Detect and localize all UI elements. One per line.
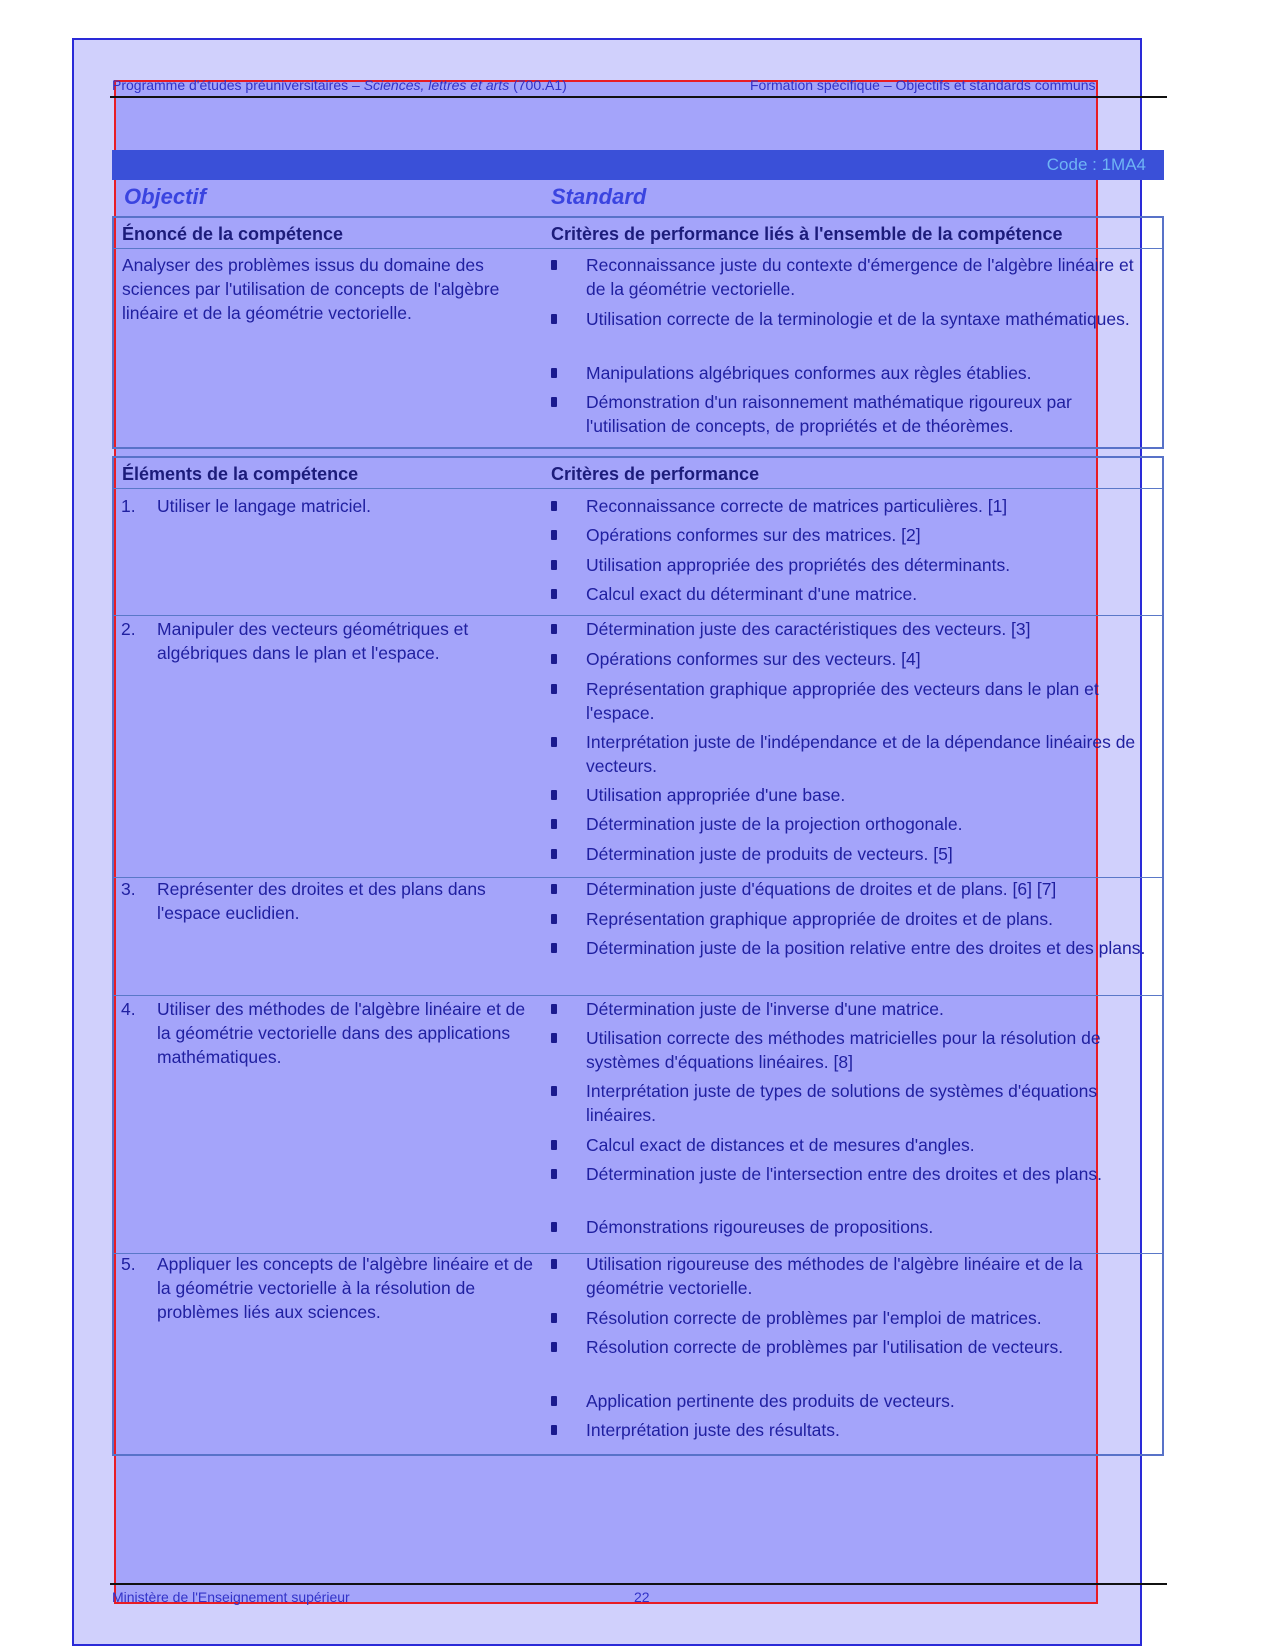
bullet-icon xyxy=(551,1033,557,1043)
code-bar xyxy=(112,150,1164,180)
bullet-icon xyxy=(551,1004,557,1014)
criterion-item: Détermination juste de l'inverse d'une matrice. xyxy=(586,999,944,1019)
criterion-item: Résolution correcte de problèmes par l'emploi de matrices. xyxy=(586,1308,1042,1328)
criterion-item: Interprétation juste de l'indépendance et de la dépendance linéaires de vecteurs. xyxy=(586,732,1136,776)
criterion-item: Calcul exact du déterminant d'une matrice. xyxy=(586,584,918,604)
bullet-icon xyxy=(551,1222,557,1232)
criterion-item: Détermination juste de la position relative entre des droites et des plans. xyxy=(586,938,1146,958)
criterion-item: Opérations conformes sur des vecteurs. [4] xyxy=(586,649,921,669)
page-number: 22 xyxy=(634,1589,650,1605)
header-program-code: (700.A1) xyxy=(509,77,567,93)
bullet-icon xyxy=(551,943,557,953)
row-separator xyxy=(114,995,1162,996)
criterion-item: Représentation graphique appropriée de droites et de plans. xyxy=(586,909,1053,929)
criterion-item: Détermination juste des caractéristiques des vecteurs. [3] xyxy=(586,619,1031,639)
header-right: Formation spécifique – Objectifs et standards communs xyxy=(750,77,1096,93)
criterion-item: Utilisation appropriée des propriétés des déterminants. xyxy=(586,555,1011,575)
element-text: Manipuler des vecteurs géométriques et algébriques dans le plan et l'espace. xyxy=(157,619,469,663)
bullet-icon xyxy=(551,737,557,747)
bullet-icon xyxy=(551,1425,557,1435)
bullet-icon xyxy=(551,1313,557,1323)
criterion-item: Utilisation rigoureuse des méthodes de l'algèbre linéaire et de la géométrie vectorielle. xyxy=(586,1254,1083,1298)
bullet-icon xyxy=(551,368,557,378)
element-text: Utiliser le langage matriciel. xyxy=(157,496,371,516)
element-text: Représenter des droites et des plans dans l'espace euclidien. xyxy=(157,879,486,923)
bullet-icon xyxy=(551,654,557,664)
criterion-item: Interprétation juste de types de solutions de systèmes d'équations linéaires. xyxy=(586,1081,1098,1125)
criterion-item: Manipulations algébriques conformes aux règles établies. xyxy=(586,363,1032,383)
bullet-icon xyxy=(551,501,557,511)
criterion-item: Démonstrations rigoureuses de propositions. xyxy=(586,1217,934,1237)
criterion-item: Détermination juste de produits de vecteurs. [5] xyxy=(586,844,953,864)
bullet-icon xyxy=(551,1086,557,1096)
bullet-icon xyxy=(551,397,557,407)
statement-header: Énoncé de la compétence xyxy=(122,224,344,244)
bullet-icon xyxy=(551,260,557,270)
element-number: 5. xyxy=(121,1254,136,1274)
global-criteria-header: Critères de performance liés à l'ensemble de la compétence xyxy=(551,224,1063,244)
bullet-icon xyxy=(551,1169,557,1179)
criterion-item: Utilisation correcte de la terminologie et de la syntaxe mathématiques. xyxy=(586,309,1130,329)
elements-header: Éléments de la compétence xyxy=(122,464,359,484)
criterion-item: Opérations conformes sur des matrices. [2] xyxy=(586,525,921,545)
bullet-icon xyxy=(551,1259,557,1269)
criteria-header: Critères de performance xyxy=(551,464,760,484)
footer-ministry: Ministère de l'Enseignement supérieur xyxy=(112,1589,350,1605)
element-text: Utiliser des méthodes de l'algèbre linéaire et de la géométrie vectorielle dans des applications mathématiques. xyxy=(157,999,526,1067)
element-text: Appliquer les concepts de l'algèbre linéaire et de la géométrie vectorielle à la résolution de problèmes liés aux sciences. xyxy=(157,1254,533,1322)
header-rule xyxy=(110,96,1167,98)
bullet-icon xyxy=(551,849,557,859)
element-number: 4. xyxy=(121,999,136,1019)
element-number: 2. xyxy=(121,619,136,639)
criterion-item: Détermination juste de la projection orthogonale. xyxy=(586,814,963,834)
standard-label: Standard xyxy=(551,184,647,209)
header-program-name: Sciences, lettres et arts xyxy=(363,77,510,93)
criterion-item: Utilisation appropriée d'une base. xyxy=(586,785,846,805)
bullet-icon xyxy=(551,914,557,924)
bullet-icon xyxy=(551,314,557,324)
objective-label: Objectif xyxy=(124,184,206,209)
criterion-item: Démonstration d'un raisonnement mathématique rigoureux par l'utilisation de concepts, de propriétés et de théorèmes. xyxy=(586,392,1072,436)
criterion-item: Reconnaissance correcte de matrices particulières. [1] xyxy=(586,496,1008,516)
competence-header-rule xyxy=(114,248,1162,249)
bullet-icon xyxy=(551,530,557,540)
criterion-item: Application pertinente des produits de vecteurs. xyxy=(586,1391,955,1411)
bullet-icon xyxy=(551,884,557,894)
elements-header-rule xyxy=(114,488,1162,489)
bullet-icon xyxy=(551,1396,557,1406)
bullet-icon xyxy=(551,684,557,694)
header-left xyxy=(112,77,567,93)
criterion-item: Interprétation juste des résultats. xyxy=(586,1420,840,1440)
element-number: 1. xyxy=(121,496,136,516)
criterion-item: Calcul exact de distances et de mesures d'angles. xyxy=(586,1135,975,1155)
footer-rule xyxy=(110,1583,1167,1585)
criterion-item: Détermination juste de l'intersection entre des droites et des plans. xyxy=(586,1164,1102,1184)
header-program: Programme d'études préuniversitaires – xyxy=(112,77,364,93)
criterion-item: Utilisation correcte des méthodes matricielles pour la résolution de systèmes d'équations linéaires. [8] xyxy=(586,1028,1101,1072)
row-separator xyxy=(114,615,1162,616)
bullet-icon xyxy=(551,1342,557,1352)
criterion-item: Détermination juste d'équations de droites et de plans. [6] [7] xyxy=(586,879,1057,899)
bullet-icon xyxy=(551,589,557,599)
bullet-icon xyxy=(551,790,557,800)
criterion-item: Résolution correcte de problèmes par l'utilisation de vecteurs. xyxy=(586,1337,1064,1357)
element-number: 3. xyxy=(121,879,136,899)
bullet-icon xyxy=(551,819,557,829)
course-code: Code : 1MA4 xyxy=(1046,155,1146,174)
bullet-icon xyxy=(551,624,557,634)
criterion-item: Reconnaissance juste du contexte d'émergence de l'algèbre linéaire et de la géométrie vectorielle. xyxy=(586,255,1134,299)
competence-statement: Analyser des problèmes issus du domaine des sciences par l'utilisation de concepts de l'algèbre linéaire et de la géométrie vectorielle. xyxy=(122,255,500,323)
bullet-icon xyxy=(551,560,557,570)
bullet-icon xyxy=(551,1140,557,1150)
criterion-item: Représentation graphique appropriée des vecteurs dans le plan et l'espace. xyxy=(586,679,1099,723)
